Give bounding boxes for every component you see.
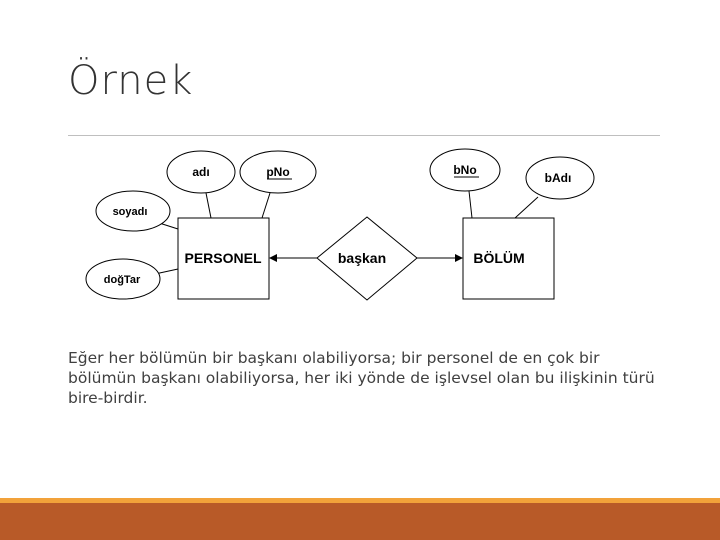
line-bno [469,191,472,218]
attribute-adi-label: adı [192,165,210,179]
entity-bolum-label: BÖLÜM [473,250,525,266]
attribute-badi-label: bAdı [544,171,572,185]
slide-body-text: Eğer her bölümün bir başkanı olabiliyorsa; bir personel de en çok bir bölümün başkanı olabiliyorsa, her iki yönde de işlevsel olan bu ilişkinin türü bire-birdir. [68,349,655,407]
entity-personel-label: PERSONEL [184,250,262,266]
attribute-pno-label: pNo [266,165,290,179]
slide-title: Örnek [68,58,194,104]
attribute-bno-label: bNo [453,163,477,177]
er-diagram-svg [80,145,620,310]
line-adi [206,193,211,218]
title-divider [68,135,660,136]
relationship-baskan-label: başkan [337,250,387,266]
footer-bar [0,503,720,540]
er-diagram [80,145,620,310]
attribute-soyadi-label: soyadı [112,206,148,218]
line-badi [515,197,538,218]
line-pno [262,193,270,218]
attribute-dogtar-label: doğTar [103,274,141,286]
